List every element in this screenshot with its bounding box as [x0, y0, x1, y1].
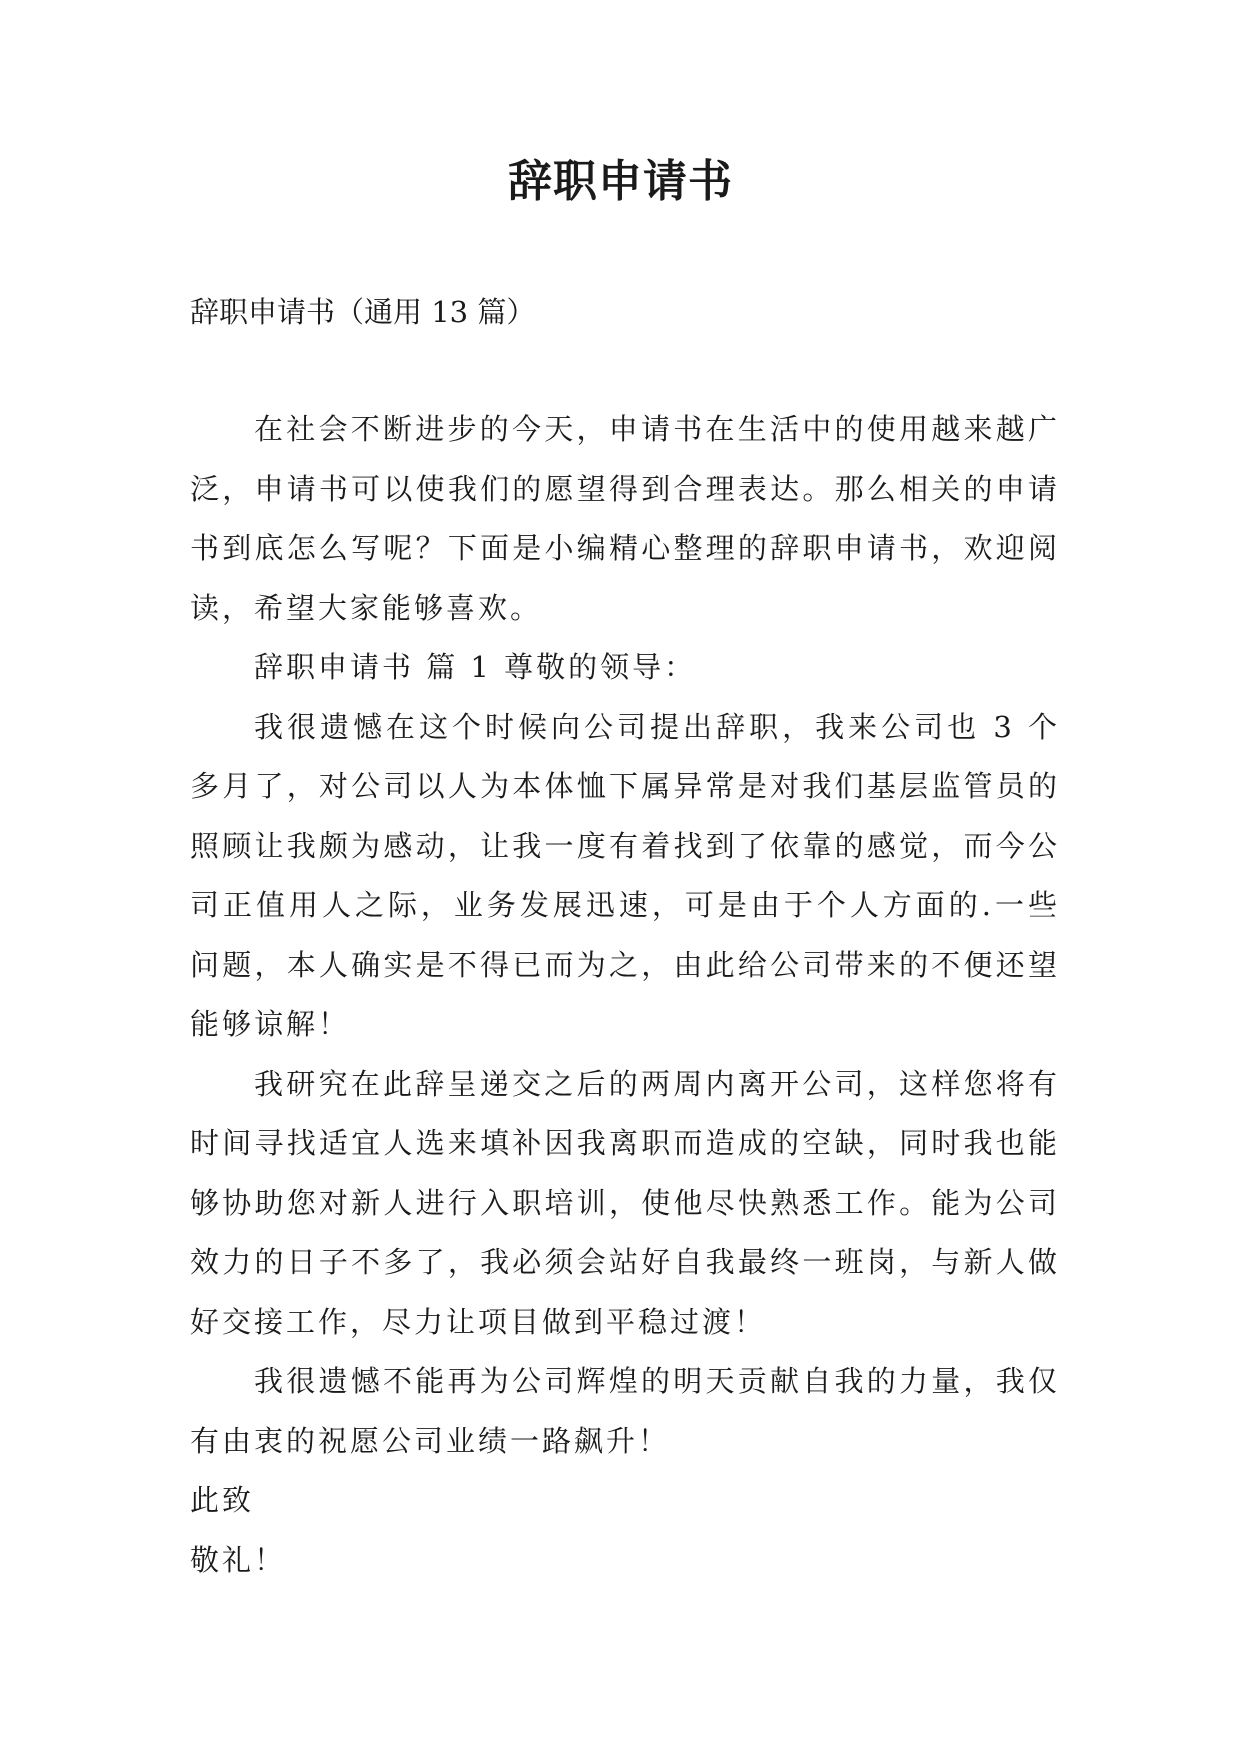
intro-paragraph: 在社会不断进步的今天，申请书在生活中的使用越来越广泛，申请书可以使我们的愿望得到合理表达。那么相关的申请书到底怎么写呢？下面是小编精心整理的辞职申请书，欢迎阅读，希望大家能够喜欢。 [190, 412, 1060, 625]
body-paragraph: 我很遗憾在这个时候向公司提出辞职，我来公司也 3 个多月了，对公司以人为本体恤下属异常是对我们基层监管员的照顾让我颇为感动，让我一度有着找到了依靠的感觉，而今公司正值用人之际，业务发展迅速，可是由于个人方面的.一些问题，本人确实是不得已而为之，由此给公司带来的不便还望能够谅解！ [190, 709, 1060, 1041]
closing-salutation: 此致 [190, 1483, 255, 1517]
document-body [190, 400, 1060, 1590]
closing-regards: 敬礼！ [190, 1542, 287, 1577]
letter-heading: 辞职申请书 篇 1 尊敬的领导： [254, 650, 697, 684]
body-paragraph: 我研究在此辞呈递交之后的两周内离开公司，这样您将有时间寻找适宜人选来填补因我离职而造成的空缺，同时我也能够协助您对新人进行入职培训，使他尽快熟悉工作。能为公司效力的日子不多了，我必须会站好自我最终一班岗，与新人做好交接工作，尽力让项目做到平稳过渡！ [190, 1066, 1060, 1339]
document-title: 辞职申请书 [508, 156, 733, 207]
document-subtitle: 辞职申请书（通用 13 篇） [190, 295, 536, 329]
body-paragraph: 我很遗憾不能再为公司辉煌的明天贡献自我的力量，我仅有由衷的祝愿公司业绩一路飙升！ [190, 1364, 1060, 1458]
